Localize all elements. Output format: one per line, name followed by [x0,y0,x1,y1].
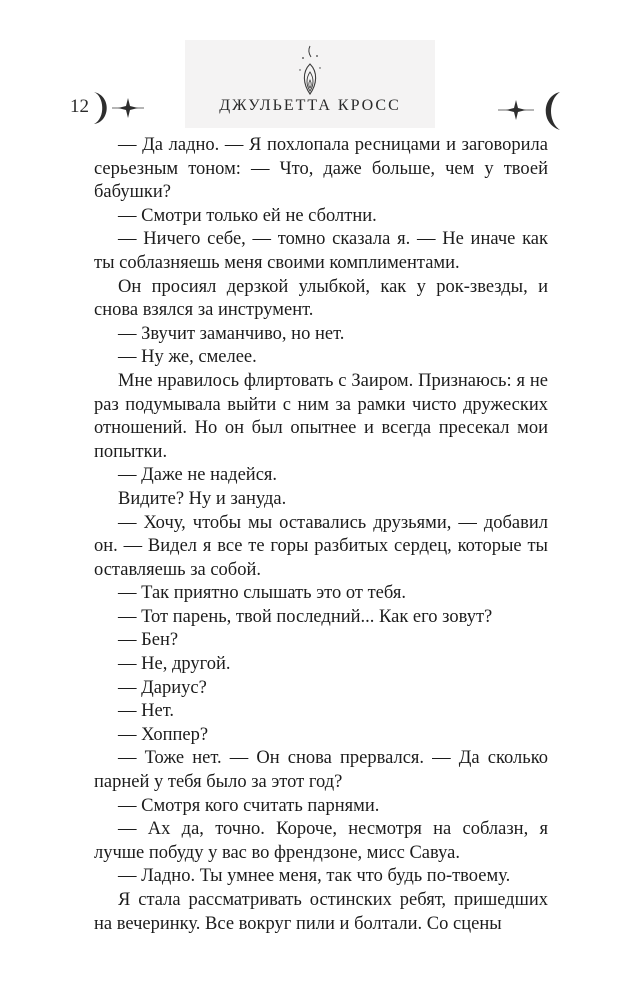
paragraph: — Не, другой. [118,654,231,675]
paragraph: — Смотря кого считать парнями. [118,795,380,816]
crescent-moon-star-icon [86,90,146,126]
page-number: 12 [70,96,89,117]
paragraph: Я стала рассматривать остинских ребят, пришедших на вечеринку. Все вокруг пили и болтали. Со сцены [94,890,548,934]
paragraph: — Бен? [118,630,179,651]
paragraph: — Звучит заманчиво, но нет. [118,323,345,344]
paragraph: — Дариус? [118,677,207,698]
paragraph: — Ничего себе, — томно сказала я. — Не иначе как ты соблазняешь меня своими комплиментами. [94,229,548,273]
paragraph: — Хоппер? [118,724,209,745]
paragraph: — Тот парень, твой последний... Как его зовут? [118,606,493,627]
flame-icon [294,42,326,98]
paragraph: — Ах да, точно. Короче, несмотря на соблазн, я лучше побуду у вас во френдзоне, мисс Савуа. [94,819,548,863]
paragraph: — Даже не надейся. [118,465,278,486]
paragraph: Он просиял дерзкой улыбкой, как у рок-звезды, и снова взялся за инструмент. [94,276,548,321]
paragraph: — Смотри только ей не сболтни. [118,205,377,226]
paragraph: — Тоже нет. — Он снова прервался. — Да сколько парней у тебя было за этот год? [94,748,548,793]
text-body [94,134,548,936]
paragraph: Видите? Ну и зануда. [118,488,287,509]
running-title: ДЖУЛЬЕТТА КРОСС [219,97,401,114]
paragraph: — Нет. [118,701,175,722]
paragraph: — Ладно. Ты умнее меня, так что будь по-твоему. [118,866,511,887]
paragraph: Мне нравилось флиртовать с Заиром. Признаюсь: я не раз подумывала выйти с ним за рамки чисто дружеских отношений. Но он был опытнее и всегда пресекал мои попытки. [94,370,548,462]
paragraph: — Ну же, смелее. [118,347,257,368]
paragraph: — Да ладно. — Я похлопала ресницами и заговорила серьезным тоном: — Что, даже больше, чем у твоей бабушки? [94,135,548,203]
paragraph: — Так приятно слышать это от тебя. [118,583,406,604]
star-crescent-moon-icon [498,88,570,132]
paragraph: — Хочу, чтобы мы оставались друзьями, — добавил он. — Видел я все те горы разбитых сердец, которые ты оставляешь за собой. [94,512,548,580]
